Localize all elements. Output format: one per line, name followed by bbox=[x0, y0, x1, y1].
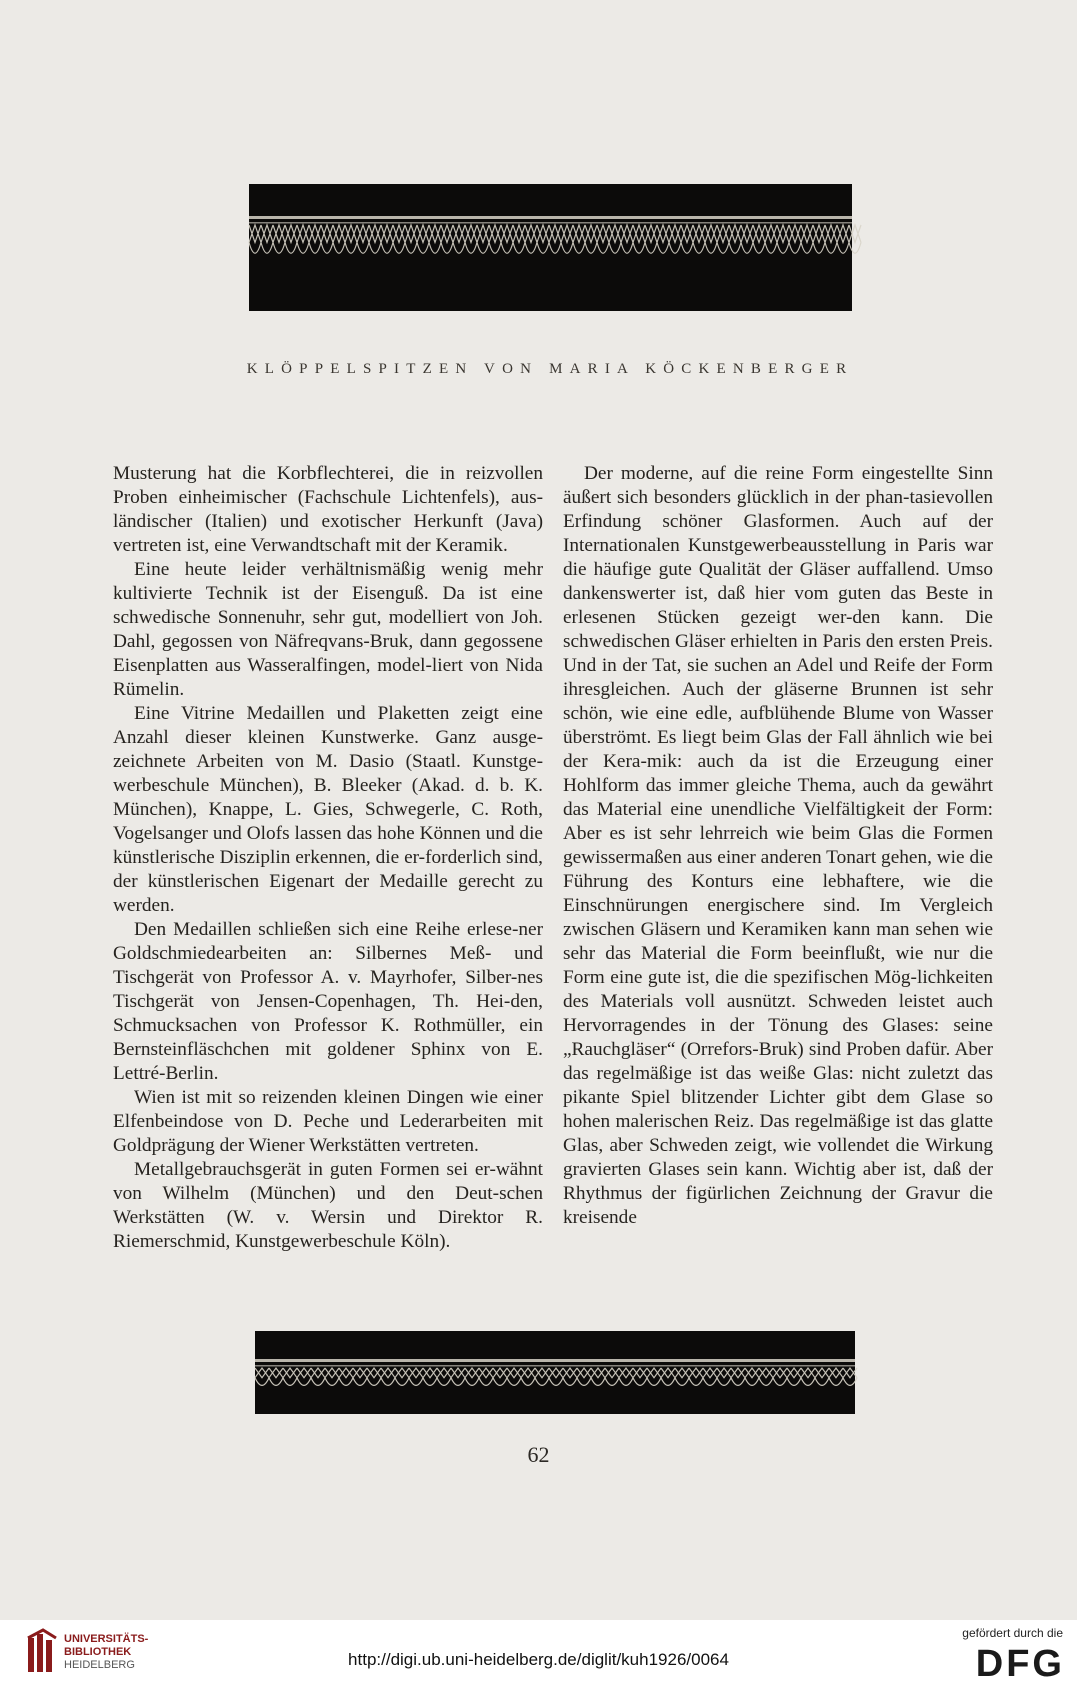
text-column-right bbox=[563, 462, 993, 1228]
lace-photo-bottom bbox=[255, 1331, 855, 1414]
footer-bar bbox=[0, 1620, 1077, 1691]
paragraph: Wien ist mit so reizenden kleinen Dingen wie einer Elfenbeindose von D. Peche und Lederarbeiten mit Goldprägung der Wiener Werkstätten vertreten. bbox=[113, 1087, 543, 1156]
paragraph: Eine Vitrine Medaillen und Plaketten zeigt eine Anzahl dieser kleinen Kunstwerke. Ganz ausge-zeichnete Arbeiten von M. Dasio (Staatl. Kunstge-werbeschule München), B. Bleeker (Akad. d. b. K. München), Knappe, L. Gies, Schwegerle, C. Roth, Vogelsanger und Olofs lassen das hohe Können und die künstlerische Disziplin erkennen, die er-forderlich sind, der künstlerischen Eigenart der Medaille gerecht zu werden. bbox=[113, 703, 543, 916]
library-name-line-1: UNIVERSITÄTS- bbox=[64, 1633, 149, 1645]
page-number: 62 bbox=[527, 1442, 550, 1467]
paragraph: Eine heute leider verhältnismäßig wenig mehr kultivierte Technik ist der Eisenguß. Da ist eine schwedische Sonnenuhr, sehr gut, modelliert von Joh. Dahl, gegossen von Näfreqvans-Bruk, dann gegossene Eisenplatten aus Wasseralfingen, model-liert von Nida Rümelin. bbox=[113, 559, 543, 700]
paragraph: Musterung hat die Korbflechterei, die in reizvollen Proben einheimischer (Fachschule Lichtenfels), aus-ländischer (Italien) und exotischer Herkunft (Java) vertreten ist, eine Verwandtschaft mit der Keramik. bbox=[113, 463, 543, 556]
funding-note: gefördert durch die bbox=[962, 1626, 1063, 1640]
source-url-link[interactable]: http://digi.ub.uni-heidelberg.de/diglit/kuh1926/0064 bbox=[348, 1650, 729, 1669]
paragraph: Den Medaillen schließen sich eine Reihe erlese-ner Goldschmiedearbeiten an: Silbernes Meß- und Tischgerät von Professor A. v. Mayrhofer, Silber-nes Tischgerät von Jensen-Copenhagen, Th. Hei-den, Schmucksachen von Professor K. Rothmüller, ein Bernsteinfläschchen mit goldener Sphinx von E. Lettré-Berlin. bbox=[113, 919, 543, 1084]
paragraph: Metallgebrauchsgerät in guten Formen sei er-wähnt von Wilhelm (München) und den Deut-schen Werkstätten (W. v. Wersin und Direktor R. Riemerschmid, Kunstgewerbeschule Köln). bbox=[113, 1159, 543, 1252]
paragraph: Der moderne, auf die reine Form eingestellte Sinn äußert sich besonders glücklich in der phan-tasievollen Erfindung schöner Glasformen. Auch auf der Internationalen Kunstgewerbeausstellung in Paris war die häufige gute Qualität der Gläser auffallend. Umso dankenswerter ist, daß hier vom guten das Beste in erlesenen Stücken gezeigt wer-den kann. Die schwedischen Gläser erhielten in Paris den ersten Preis. Und in der Tat, sie suchen an Adel und Reife der Form ihresgleichen. Auch der gläserne Brunnen ist sehr schön, wie eine edle, aufblühende Blume von Wasser überströmt. Es liegt beim Glas der Fall ähnlich wie bei der Kera-mik: auch da ist die Erzeugung einer Hohlform das immer gleiche Thema, auch da gewährt das Material eine unendliche Vielfältigkeit der Form: Aber es ist sehr lehrreich wie beim Glas die Formen gewissermaßen aus einer anderen Tonart gehen, wie die Führung des Konturs eine lebhaftere, wie die Einschnürungen energischere sind. Im Vergleich zwischen Gläsern und Keramiken kann man sehen wie sehr das Material die Form beeinflußt, wie nur die Form eine gute ist, die die spezifischen Mög-lichkeiten des Materials voll ausnützt. Schweden leistet auch Hervorragendes in der Tönung des Glases: seine „Rauchgläser“ (Orrefors-Bruk) sind Proben dafür. Aber das regelmäßige ist das weiße Glas: nicht zuletzt das pikante Spiel blitzender Lichter gibt dem Glase so hohen malerischen Reiz. Das regelmäßige ist das glatte Glas, aber Schweden zeigt, wie vollendet die Wirkung gravierten Glases sein kann. Wichtig aber ist, daß der Rhythmus der figürlichen Zeichnung der Gravur die kreisende bbox=[563, 463, 993, 1228]
dfg-logo: DFG bbox=[975, 1643, 1065, 1685]
text-column-left bbox=[113, 462, 543, 1252]
library-name-line-2: BIBLIOTHEK bbox=[64, 1646, 132, 1658]
figure-caption: KLÖPPELSPITZEN VON MARIA KÖCKENBERGER bbox=[246, 361, 854, 377]
library-name-line-3: HEIDELBERG bbox=[64, 1659, 135, 1671]
lace-photo-top bbox=[249, 184, 852, 311]
